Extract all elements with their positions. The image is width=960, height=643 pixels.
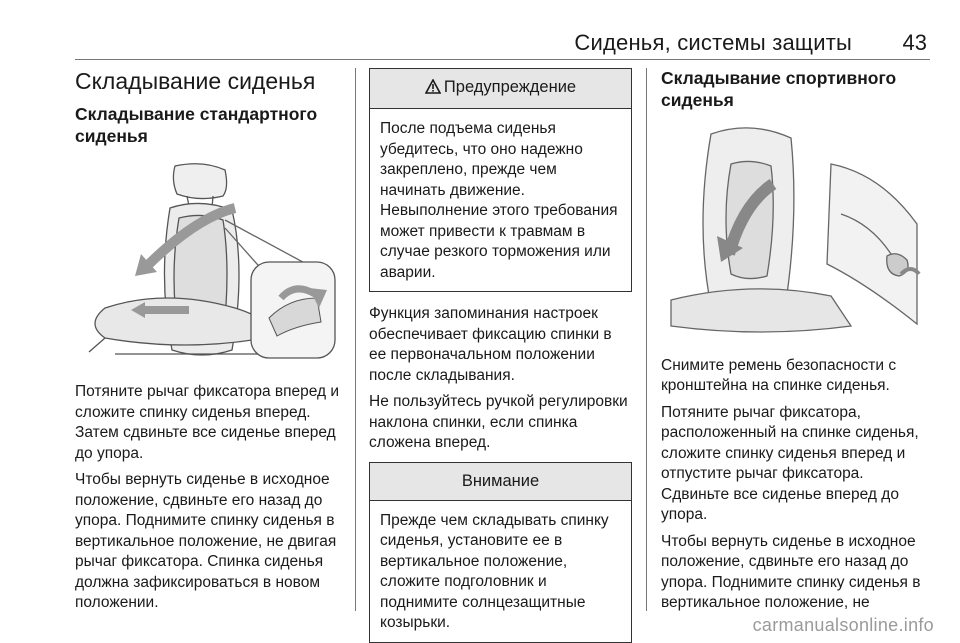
notice-header: Внимание	[370, 463, 631, 501]
column-divider-2	[646, 68, 647, 611]
paragraph: Чтобы вернуть сиденье в исходное положение, сдвиньте его назад до упора. Поднимите спинку сиденья в вертикальное положение, не двигая рычаг фиксатора. Спинка сиденья должна зафиксироваться в новом положении.	[75, 471, 337, 612]
paragraph: Чтобы вернуть сиденье в исходное положение, сдвиньте его назад до упора. Поднимите спинку сиденья в вертикальное положение, не	[661, 532, 921, 612]
sport-seat-illustration	[661, 124, 925, 342]
watermark: carmanualsonline.info	[752, 615, 934, 635]
sport-seat-drawing	[661, 124, 925, 342]
paragraph: Функция запоминания настроек обеспечивает фиксацию спинки в ее первоначальном положении после складывания.	[369, 305, 612, 384]
paragraph: Потяните рычаг фиксатора, расположенный на спинке сиденья, сложите спинку сиденья вперед и отпустите рычаг фиксатора. Сдвиньте все сиденье вперед до упора.	[661, 403, 919, 524]
page-number: 43	[902, 30, 927, 55]
subsection-heading-sport-seat: Складывание спортивного сиденья	[661, 68, 897, 110]
standard-seat-illustration	[75, 158, 343, 370]
header-title: Сиденья, системы защиты	[574, 30, 852, 55]
column-divider-1	[355, 68, 356, 611]
notice-body: Прежде чем складывать спинку сиденья, установите ее в вертикальное положение, сложите подголовник и поднимите солнцезащитные козырьки.	[380, 511, 609, 631]
paragraph: Потяните рычаг фиксатора вперед и сложите спинку сиденья вперед. Затем сдвиньте все сиденье вперед до упора.	[75, 383, 340, 462]
warning-header	[370, 69, 631, 109]
standard-seat-drawing	[75, 158, 343, 370]
subsection-heading-standard-seat: Складывание стандартного сиденья	[75, 104, 318, 147]
column-2	[369, 68, 632, 643]
paragraph: Не пользуйтесь ручкой регулировки наклона спинки, если спинка сложена вперед.	[369, 393, 628, 451]
section-heading: Складывание сиденья	[75, 68, 316, 94]
notice-box	[369, 462, 632, 643]
warning-title: Предупреждение	[443, 78, 577, 96]
warning-box	[369, 68, 632, 292]
column-1	[75, 68, 343, 620]
column-3	[661, 68, 931, 620]
warning-triangle-icon	[425, 79, 441, 99]
header-divider	[75, 59, 930, 60]
warning-body: После подъема сиденья убедитесь, что оно надежно закреплено, прежде чем начинать движение. Невыполнение этого требования может привести к травмам в случае резкого торможения или аварии.	[380, 120, 618, 281]
paragraph: Снимите ремень безопасности с кронштейна на спинке сиденья.	[661, 356, 897, 395]
